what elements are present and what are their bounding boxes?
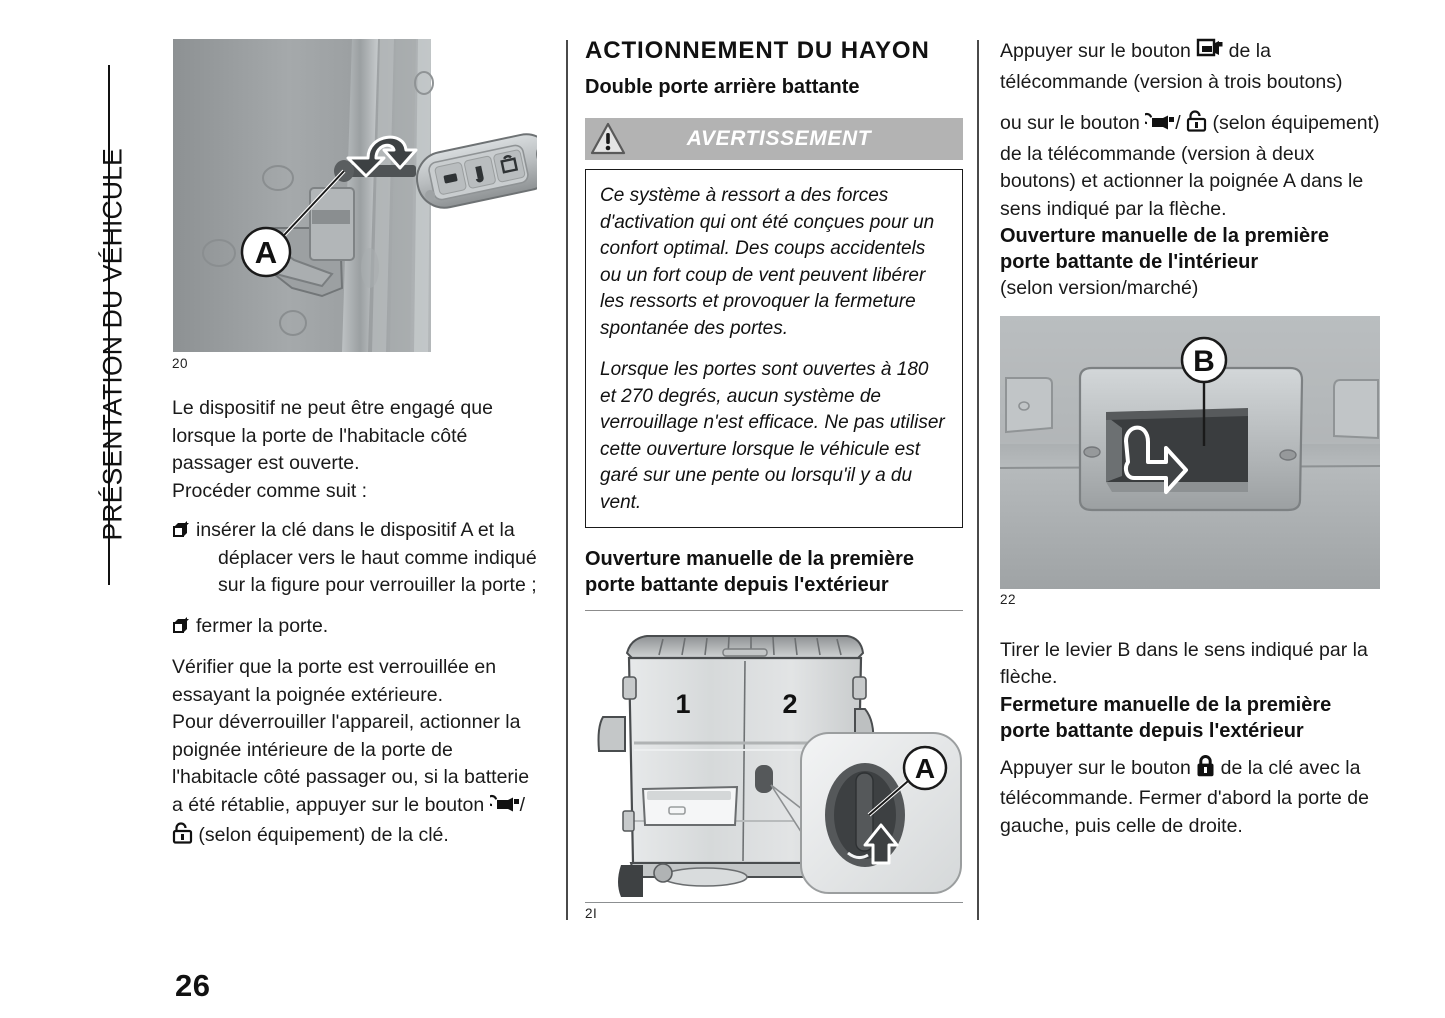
page-number: 26 xyxy=(175,968,211,1003)
svg-text:B: B xyxy=(1193,344,1215,378)
figure-21-label-1: 1 xyxy=(675,689,691,719)
cube-bullet-icon xyxy=(173,523,186,536)
left-paragraph-4-part-b: (selon équipement) de la clé. xyxy=(198,824,449,846)
figure-22 xyxy=(1000,316,1380,607)
left-icon-separator: / xyxy=(519,793,526,816)
left-paragraph-4 xyxy=(172,709,537,853)
list-item xyxy=(172,613,537,641)
figure-20-caption: 20 xyxy=(172,356,189,371)
figure-21-label-2: 2 xyxy=(782,689,798,719)
right-paragraph-3: Tirer le levier B dans le sens indiqué par la flèche. xyxy=(1000,638,1368,688)
right-paragraph-2-part-a: ou sur le bouton xyxy=(1000,112,1140,134)
unlock-door-icon xyxy=(490,794,520,823)
svg-text:A: A xyxy=(254,235,278,270)
figure-21-frame xyxy=(585,625,963,900)
figure-20-illustration xyxy=(172,38,537,353)
svg-text:A: A xyxy=(914,753,936,784)
unlock-door-icon xyxy=(1145,112,1175,141)
figure-20 xyxy=(172,38,537,371)
left-column xyxy=(172,38,537,853)
bullet-1-continuation: déplacer vers le haut comme indiqué sur la figure pour verrouiller la porte ; xyxy=(218,546,537,596)
right-column xyxy=(1000,38,1380,840)
right-subheading-1: Ouverture manuelle de la première porte battante de l'intérieur xyxy=(1000,225,1330,273)
right-paragraph-4-part-a: Appuyer sur le bouton xyxy=(1000,756,1191,779)
figure-21 xyxy=(585,625,963,921)
right-paragraph-4 xyxy=(1000,755,1380,841)
list-item xyxy=(172,517,537,600)
warning-paragraph-1: Ce système à ressort a des forces d'activation qui ont été conçues pour un confort optimal. Des coups accidentels ou un fort coup de vent peuvent libérer les ressorts et provoquer la fermeture spontanée des portes. xyxy=(600,185,935,339)
right-icon-separator: / xyxy=(1175,112,1181,134)
warning-banner xyxy=(585,118,963,160)
right-paragraph-1-part-b: de la télécommande (version à trois boutons) xyxy=(1000,40,1343,93)
right-paragraph-1-part-a: Appuyer sur le bouton xyxy=(1000,40,1191,62)
figure-22-frame xyxy=(1000,316,1380,589)
middle-subheading-1: Double porte arrière battante xyxy=(585,76,860,98)
column-divider-right xyxy=(977,40,979,920)
right-paragraph-2-part-b: (selon équipement) de la télécommande (version à deux boutons) et actionner la poignée A dans le sens indiqué par la flèche. xyxy=(1000,112,1380,220)
column-divider-left xyxy=(566,40,568,920)
warning-paragraph-2: Lorsque les portes sont ouvertes à 180 et 270 degrés, aucun système de verrouillage n'est efficace. Ne pas utiliser cette ouverture lorsque le véhicule est garé sur une pente ou lorsqu'il y a du vent. xyxy=(600,359,945,513)
tailgate-open-icon xyxy=(1196,38,1223,69)
warning-box xyxy=(585,169,963,528)
page-title: ACTIONNEMENT DU HAYON xyxy=(585,37,930,64)
right-paragraph-2 xyxy=(1000,110,1380,223)
right-subheading-1-note: (selon version/marché) xyxy=(1000,277,1199,299)
bullet-2-first-line: fermer la porte. xyxy=(196,614,329,637)
middle-column xyxy=(585,38,963,921)
left-paragraph-1: Le dispositif ne peut être engagé que lorsque la porte de l'habitacle côté passager est ouverte. xyxy=(172,397,493,474)
bullet-1-first-line: insérer la clé dans le dispositif A et la xyxy=(196,519,515,541)
cube-bullet-icon xyxy=(173,619,186,632)
closed-padlock-icon xyxy=(1196,755,1215,786)
figure-21-illustration xyxy=(585,625,963,900)
section-side-title xyxy=(78,30,148,590)
side-title-text: PRÉSENTATION DU VÉHICULE xyxy=(97,147,128,541)
warning-label: AVERTISSEMENT xyxy=(686,127,872,150)
right-subheading-2: Fermeture manuelle de la première porte battante depuis l'extérieur xyxy=(1000,693,1332,742)
figure-21-separator xyxy=(585,610,963,611)
figure-21-caption: 2I xyxy=(585,906,598,921)
figure-20-frame xyxy=(172,38,537,353)
left-paragraph-2: Procéder comme suit : xyxy=(172,479,368,502)
right-paragraph-4-part-b: de la clé avec la télécommande. Fermer d'abord la porte de gauche, puis celle de droite. xyxy=(1000,756,1369,837)
left-paragraph-3: Vérifier que la porte est verrouillée en essayant la poignée extérieure. xyxy=(172,656,497,706)
middle-subheading-2: Ouverture manuelle de la première porte battante depuis l'extérieur xyxy=(585,548,915,596)
left-bullet-list xyxy=(172,517,537,640)
figure-22-illustration xyxy=(1000,316,1380,589)
open-padlock-icon xyxy=(1186,110,1207,141)
open-padlock-icon xyxy=(172,822,193,853)
right-paragraph-1 xyxy=(1000,38,1380,96)
figure-21-baseline xyxy=(585,902,963,903)
figure-22-caption: 22 xyxy=(1000,591,1017,607)
warning-triangle-icon xyxy=(585,122,631,156)
left-paragraph-4-part-a: Pour déverrouiller l'appareil, actionner la poignée intérieure de la porte de l'habitacle côté passager ou, si la batterie a été rétablie, appuyer sur le bouton xyxy=(172,711,530,816)
